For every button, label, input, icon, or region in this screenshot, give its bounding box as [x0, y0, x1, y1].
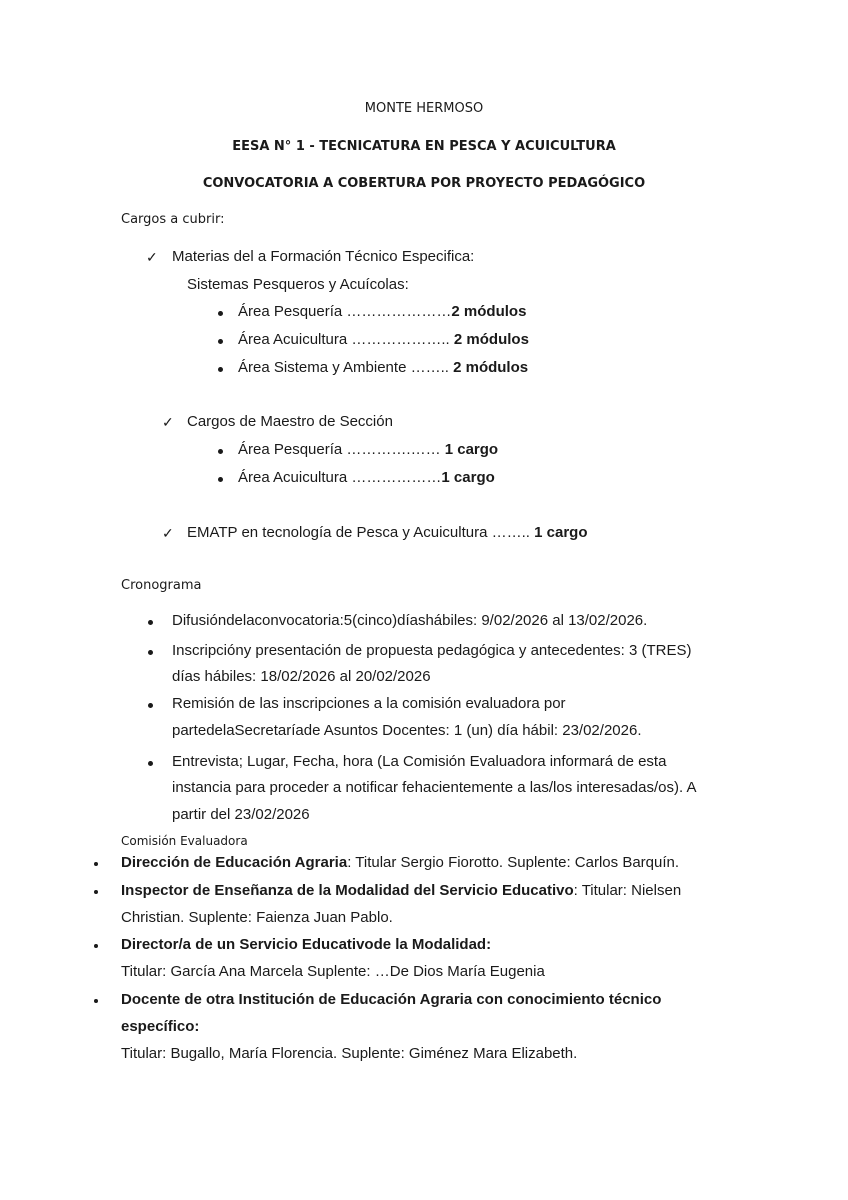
checkmark-icon: ✓ — [162, 414, 174, 430]
committee-label: Comisión Evaluadora — [121, 834, 248, 848]
schedule-item-cont: días hábiles: 18/02/2026 al 20/02/2026 — [172, 668, 431, 685]
checkmark-icon: ✓ — [146, 249, 158, 265]
schedule-item-cont: partedelaSecretaríade Asuntos Docentes: 1 (un) día hábil: 23/02/2026. — [172, 722, 642, 739]
school-title: EESA N° 1 - TECNICATURA EN PESCA Y ACUICULTURA — [232, 139, 616, 154]
bullet-icon — [218, 449, 223, 454]
call-title: CONVOCATORIA A COBERTURA POR PROYECTO PEDAGÓGICO — [202, 176, 646, 191]
schedule-item-cont: instancia para proceder a notificar fehacientemente a las/los interesadas/os). A — [172, 779, 697, 796]
committee-member: Director/a de un Servicio Educativode la Modalidad: — [121, 936, 492, 953]
schedule-item-cont: partir del 23/02/2026 — [172, 806, 310, 823]
schedule-label: Cronograma — [121, 578, 202, 593]
schedule-item: Inscripcióny presentación de propuesta pedagógica y antecedentes: 3 (TRES) — [172, 642, 692, 659]
bullet-icon — [148, 703, 153, 708]
list-item: Área Acuicultura ………………1 cargo — [238, 469, 495, 486]
bullet-icon — [148, 650, 153, 655]
committee-member-cont: Christian. Suplente: Faienza Juan Pablo. — [121, 909, 393, 926]
group-title-ematp: EMATP en tecnología de Pesca y Acuicultura …….. 1 cargo — [187, 524, 588, 541]
schedule-item: Difusióndelaconvocatoria:5(cinco)díashábiles: 9/02/2026 al 13/02/2026. — [172, 612, 648, 629]
committee-member: Docente de otra Institución de Educación Agraria con conocimiento técnico — [121, 991, 662, 1008]
bullet-icon — [94, 999, 98, 1003]
checkmark-icon: ✓ — [162, 525, 174, 541]
bullet-icon — [148, 620, 153, 625]
schedule-item: Entrevista; Lugar, Fecha, hora (La Comisión Evaluadora informará de esta — [172, 753, 667, 770]
group-title-materias: Materias del a Formación Técnico Especifica: — [172, 248, 475, 265]
list-item: Área Pesquería ………….…… 1 cargo — [238, 441, 499, 458]
committee-member-cont: Titular: Bugallo, María Florencia. Suplente: Giménez Mara Elizabeth. — [121, 1045, 578, 1062]
group-subtitle-sistemas: Sistemas Pesqueros y Acuícolas: — [187, 276, 409, 293]
bullet-icon — [94, 862, 98, 866]
bullet-icon — [94, 890, 98, 894]
location-title: MONTE HERMOSO — [364, 101, 484, 116]
bullet-icon — [218, 339, 223, 344]
bullet-icon — [148, 761, 153, 766]
group-title-maestro: Cargos de Maestro de Sección — [187, 413, 393, 430]
committee-member: Dirección de Educación Agraria: Titular Sergio Fiorotto. Suplente: Carlos Barquín. — [121, 854, 680, 871]
list-item: Área Pesquería …………………2 módulos — [238, 303, 527, 320]
positions-label: Cargos a cubrir: — [121, 212, 225, 227]
bullet-icon — [218, 311, 223, 316]
committee-member: Inspector de Enseñanza de la Modalidad del Servicio Educativo: Titular: Nielsen — [121, 882, 682, 899]
list-item: Área Acuicultura ……………….. 2 módulos — [238, 331, 529, 348]
committee-member-cont: Titular: García Ana Marcela Suplente: …De Dios María Eugenia — [121, 963, 545, 980]
bullet-icon — [94, 944, 98, 948]
schedule-item: Remisión de las inscripciones a la comisión evaluadora por — [172, 695, 566, 712]
committee-member-cont: específico: — [121, 1018, 200, 1035]
list-item: Área Sistema y Ambiente …….. 2 módulos — [238, 359, 529, 376]
bullet-icon — [218, 477, 223, 482]
bullet-icon — [218, 367, 223, 372]
